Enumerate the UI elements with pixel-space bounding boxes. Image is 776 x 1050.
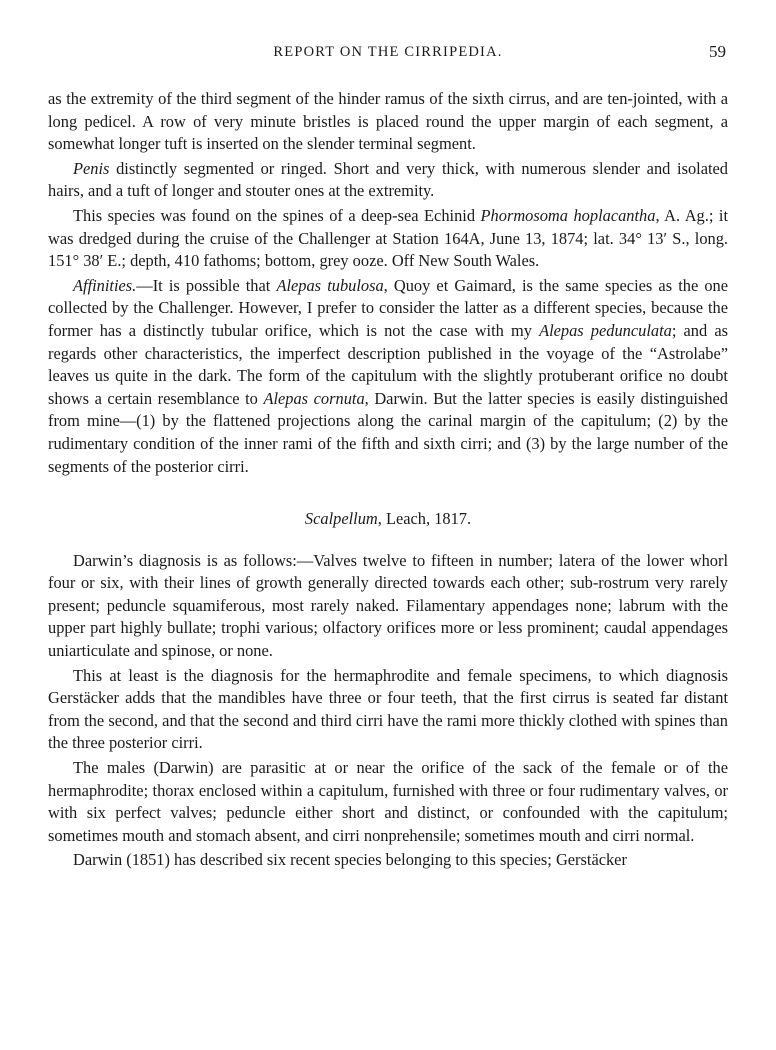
- species-name: Phormosoma hoplacantha: [480, 205, 656, 225]
- paragraph-penis: [48, 158, 728, 203]
- paragraph-males: [48, 757, 728, 847]
- species-name: Alepas pedunculata: [539, 320, 672, 340]
- paragraph-text: , Darwin. But the latter species is easily distinguished from mine—(1) by the flattened projections along the carinal margin of the capitulum; (2) by the rudimentary condition of the inner rami of the fifth and sixth cirri; and (3) by the large number of the segments of the posterior cirri.: [48, 388, 728, 476]
- paragraph-diagnosis: [48, 550, 728, 663]
- paragraph-gerstaecker: [48, 665, 728, 755]
- paragraph-text: The males (Darwin) are parasitic at or near the orifice of the sack of the female or of the hermaphrodite; thorax enclosed within a capitulum, furnished with three or four rudimentary valves, or with six perfect valves; peduncle either short and distinct, or confounded with the capitulum; sometimes mouth and stomach absent, and cirri nonprehensile; sometimes mouth and cirri normal.: [48, 758, 728, 845]
- paragraph-text: This species was found on the spines of a deep-sea Echinid: [73, 205, 481, 225]
- paragraph-affinities: [48, 275, 728, 478]
- body-text: [48, 88, 728, 874]
- paragraph-text: ; and as regards other characteristics, the imperfect description published in the voyage of the “Astrolabe” leaves us quite in the dark. The form of the capitulum with the slightly protuberant orifice no doubt shows a certain resemblance to: [48, 320, 728, 408]
- paragraph-continuation: [48, 88, 728, 156]
- paragraph-text: as the extremity of the third segment of the hinder ramus of the sixth cirrus, and are ten-jointed, with a long pedicel. A row of very minute bristles is placed round the upper margin of each segment, a somewhat longer tuft is inserted on the slender terminal segment.: [48, 89, 728, 154]
- paragraph-text: —It is possible that: [136, 275, 277, 295]
- species-name: Alepas tubulosa: [276, 275, 384, 295]
- paragraph-text: Darwin’s diagnosis is as follows:—Valves twelve to fifteen in number; latera of the lower whorl four or six, with their lines of growth generally directed towards each other; sub-rostrum very rarely present; peduncle squamiferous, most rarely naked. Filamentary appendages none; labrum with the upper part highly bullate; trophi various; olfactory orifices more or less prominent; caudal appendages uniarticulate and spinose, or none.: [48, 550, 728, 661]
- paragraph-text: distinctly segmented or ringed. Short and very thick, with numerous slender and isolated hairs, and a tuft of longer and stouter ones at the extremity.: [48, 158, 728, 201]
- section-heading: [48, 508, 728, 531]
- paragraph-text: This at least is the diagnosis for the hermaphrodite and female specimens, to which diagnosis Gerstäcker adds that the mandibles have three or four teeth, that the first cirrus is seated far distant from the second, and that the second and third cirri have the rami more thickly clothed with spines than the three posterior cirri.: [48, 665, 728, 753]
- paragraph-species-count: [48, 849, 728, 872]
- genus-authority: , Leach, 1817.: [377, 509, 472, 529]
- paragraph-text: Darwin (1851) has described six recent species belonging to this species; Gerstäcker: [73, 850, 627, 870]
- paragraph-text: , Quoy et Gaimard, is the same species as the one collected by the Challenger. However, I prefer to consider the latter as a different species, because the former has a distinctly tubular orifice, which is not the case with my: [48, 275, 729, 340]
- page-header: [48, 44, 728, 70]
- paragraph-locality: [48, 205, 728, 273]
- genus-name: Scalpellum: [304, 509, 378, 529]
- paragraph-text: , A. Ag.; it was dredged during the cruise of the Challenger at Station 164A, June 13, 1874; lat. 34° 13′ S., long. 151° 38′ E.; depth, 410 fathoms; bottom, grey ooze. Off New South Wales.: [48, 205, 729, 271]
- page-number: 59: [709, 42, 726, 61]
- term-penis: Penis: [73, 158, 110, 178]
- species-name: Alepas cornuta: [263, 388, 365, 408]
- term-affinities: Affinities.: [73, 275, 137, 295]
- running-head: REPORT ON THE CIRRIPEDIA.: [273, 44, 503, 60]
